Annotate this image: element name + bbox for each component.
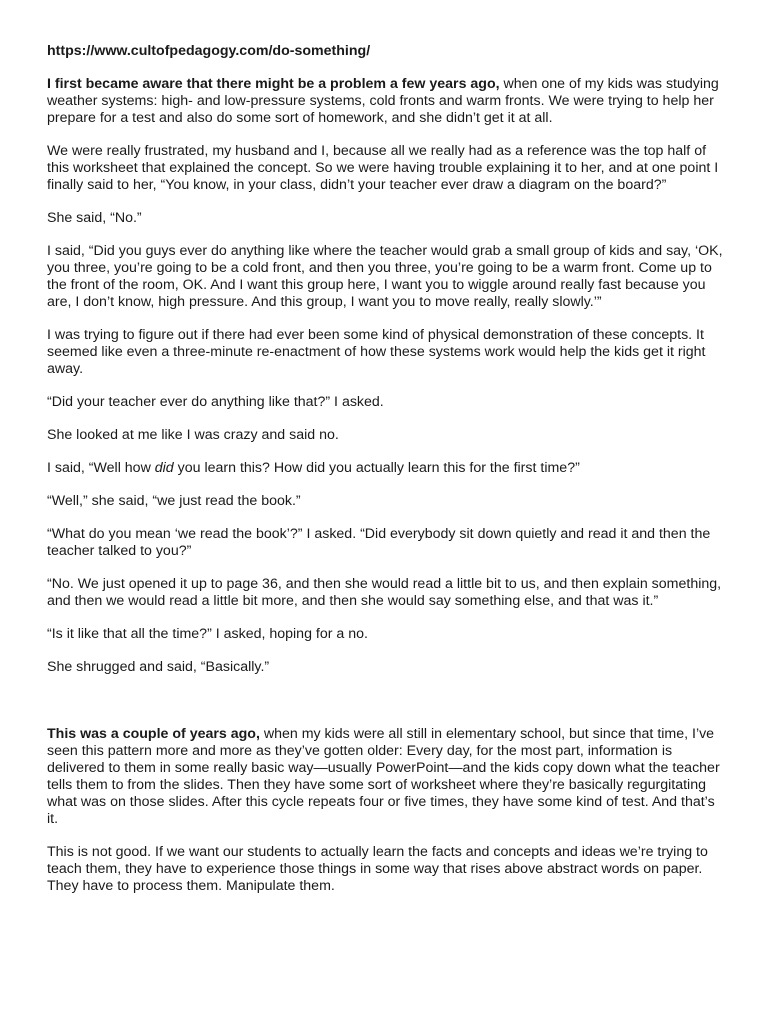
paragraph-6: “Did your teacher ever do anything like that?” I asked.	[47, 394, 384, 410]
paragraph-1-lead: I first became aware that there might be a problem a few years ago,	[47, 76, 500, 92]
paragraph-14-text: when my kids were all still in elementary school, but since that time, I’ve seen this pattern more and more as they’ve gotten older: Every day, for the most part, information is delivered to them in some really basic way—usually PowerPoint—and the kids copy down what the teacher tells them to from the slides. Then they have some sort of worksheet where they’re basically regurgitating what was on those slides. After this cycle repeats four or five times, they have some kind of test. And that’s it.	[47, 726, 720, 827]
paragraph-9: “Well,” she said, “we just read the book.”	[47, 493, 301, 509]
paragraph-1-text: when one of my kids was studying weather systems: high- and low-pressure systems, cold fronts and warm fronts. We were trying to help her prepare for a test and also do some sort of homework, and she didn’t get it at all.	[47, 76, 719, 126]
paragraph-15: This is not good. If we want our students to actually learn the facts and concepts and ideas we’re trying to teach them, they have to experience those things in some way that rises above abstract words on paper. They have to process them. Manipulate them.	[47, 844, 708, 894]
paragraph-12: “Is it like that all the time?” I asked, hoping for a no.	[47, 626, 368, 642]
paragraph-4: I said, “Did you guys ever do anything like where the teacher would grab a small group of kids and say, ‘OK, you three, you’re going to be a cold front, and then you three, you’re going to be a warm front. Come up to the front of the room, OK. And I want this group here, I want you to wiggle around really fast because you are, I don’t know, high pressure. And this group, I want you to move really, really slowly.’”	[47, 243, 723, 310]
source-url: https://www.cultofpedagogy.com/do-something/	[47, 43, 371, 59]
paragraph-8	[47, 460, 727, 477]
paragraph-5: I was trying to figure out if there had ever been some kind of physical demonstration of these concepts. It seemed like even a three-minute re-enactment of how these systems work would help the kids get it right away.	[47, 327, 706, 377]
paragraph-14	[47, 726, 727, 828]
paragraph-1	[47, 76, 727, 127]
paragraph-10: “What do you mean ‘we read the book’?” I asked. “Did everybody sit down quietly and read it and then the teacher talked to you?”	[47, 526, 711, 559]
paragraph-2: We were really frustrated, my husband and I, because all we really had as a reference was the top half of this worksheet that explained the concept. So we were having trouble explaining it to her, and at one point I finally said to her, “You know, in your class, didn’t your teacher ever draw a diagram on the board?”	[47, 143, 719, 193]
paragraph-8-after: you learn this? How did you actually learn this for the first time?”	[173, 460, 580, 476]
paragraph-3: She said, “No.”	[47, 210, 142, 226]
paragraph-7: She looked at me like I was crazy and said no.	[47, 427, 339, 443]
paragraph-8-emphasis: did	[154, 460, 174, 476]
document-body	[47, 43, 727, 911]
paragraph-11: “No. We just opened it up to page 36, and then she would read a little bit to us, and then explain something, and then we would read a little bit more, and then she would say something else, and that was it.”	[47, 576, 722, 609]
paragraph-14-lead: This was a couple of years ago,	[47, 726, 260, 742]
paragraph-13: She shrugged and said, “Basically.”	[47, 659, 270, 675]
section-spacer	[47, 692, 727, 726]
paragraph-8-before: I said, “Well how	[47, 460, 155, 476]
